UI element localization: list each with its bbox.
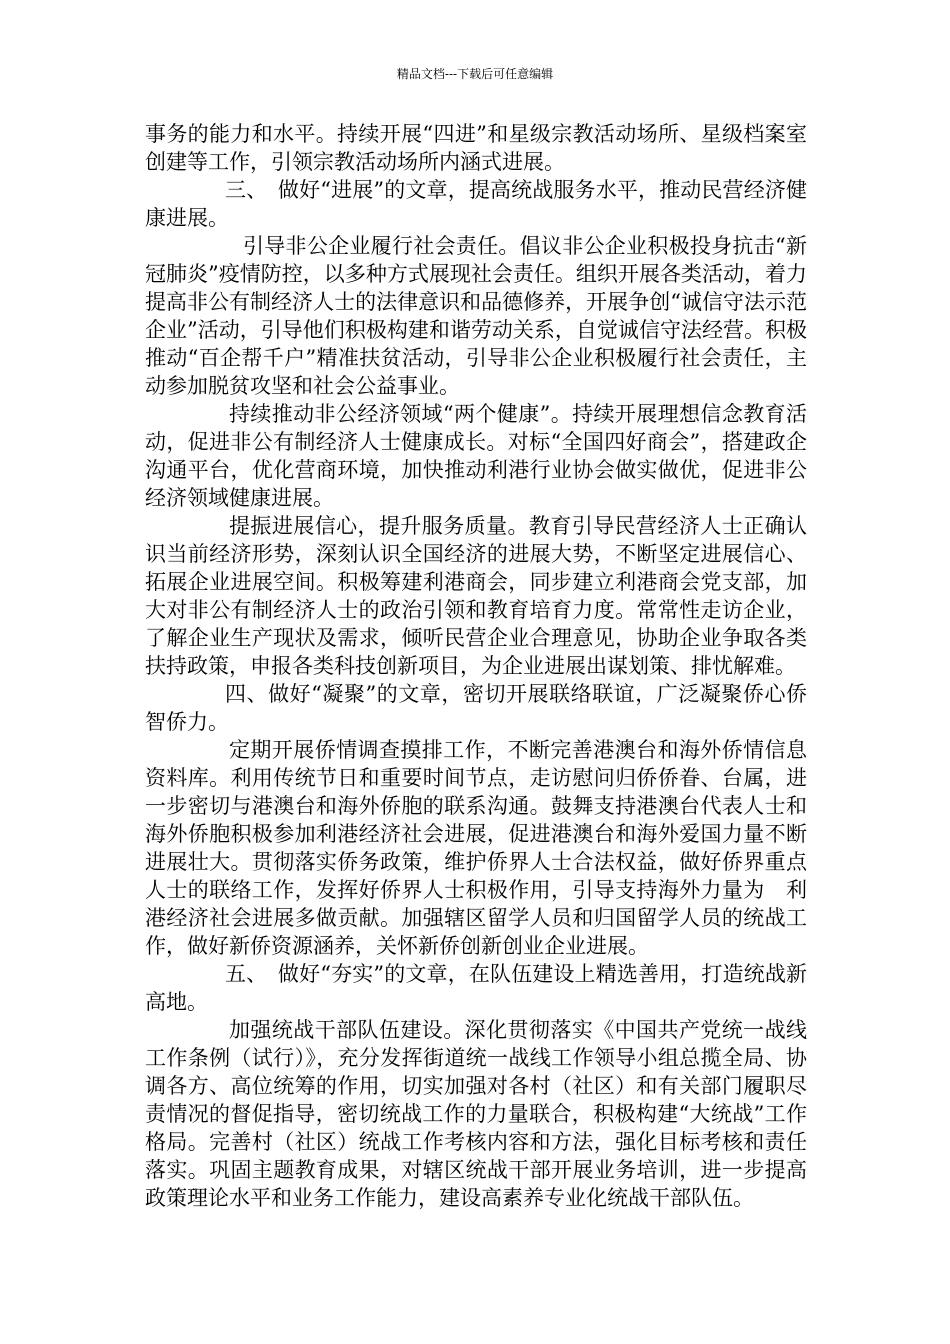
paragraph-continuation: 事务的能力和水平。持续开展“四进”和星级宗教活动场所、星级档案室创建等工作，引领宗教活动场所内涵式进展。 — [145, 122, 807, 174]
page-header: 精品文档---下载后可任意编辑 — [396, 67, 554, 81]
paragraph-cadre-team: 加强统战干部队伍建设。深化贯彻落实《中国共产党统一战线工作条例（试行）》，充分发挥街道统一战线工作领导小组总揽全局、协调各方、高位统筹的作用，切实加强对各村（社区）和有关部门履职尽责情况的督促指导，密切统战工作的力量联合，积极构建“大统战”工作格局。完善村（社区）统战工作考核内容和方法，强化目标考核和责任落实。巩固主题教育成果，对辖区统战干部开展业务培训，进一步提高政策理论水平和业务工作能力，建设高素养专业化统战干部队伍。 — [145, 1018, 807, 1210]
section-heading-5: 五、 做好“夯实”的文章，在队伍建设上精选善用，打造统战新高地。 — [145, 962, 807, 1014]
section-heading-3: 三、 做好“进展”的文章，提高统战服务水平，推动民营经济健康进展。 — [145, 178, 807, 230]
paragraph-social-responsibility: 引导非公企业履行社会责任。倡议非公企业积极投身抗击“新冠肺炎”疫情防控，以多种方式展现社会责任。组织开展各类活动，着力提高非公有制经济人士的法律意识和品德修养，开展争创“诚信守法示范企业”活动，引导他们积极构建和谐劳动关系，自觉诚信守法经营。积极推动“百企帮千户”精准扶贫活动，引导非公企业积极履行社会责任，主动参加脱贫攻坚和社会公益事业。 — [145, 234, 807, 398]
document-body — [145, 120, 807, 1212]
section-heading-4: 四、做好“凝聚”的文章，密切开展联络联谊，广泛凝聚侨心侨智侨力。 — [145, 682, 807, 734]
paragraph-confidence: 提振进展信心，提升服务质量。教育引导民营经济人士正确认识当前经济形势，深刻认识全国经济的进展大势，不断坚定进展信心、拓展企业进展空间。积极筹建利港商会，同步建立利港商会党支部，加大对非公有制经济人士的政治引领和教育培育力度。常常性走访企业，了解企业生产现状及需求，倾听民营企业合理意见，协助企业争取各类扶持政策，申报各类科技创新项目，为企业进展出谋划策、排忧解难。 — [145, 514, 807, 678]
paragraph-two-healthy: 持续推动非公经济领域“两个健康”。持续开展理想信念教育活动，促进非公有制经济人士健康成长。对标“全国四好商会”，搭建政企沟通平台，优化营商环境，加快推动利港行业协会做实做优，促进非公经济领域健康进展。 — [145, 402, 807, 510]
paragraph-overseas-chinese: 定期开展侨情调查摸排工作，不断完善港澳台和海外侨情信息资料库。利用传统节日和重要时间节点，走访慰问归侨侨眷、台属，进一步密切与港澳台和海外侨胞的联系沟通。鼓舞支持港澳台代表人士和海外侨胞积极参加利港经济社会进展，促进港澳台和海外爱国力量不断进展壮大。贯彻落实侨务政策，维护侨界人士合法权益，做好侨界重点人士的联络工作，发挥好侨界人士积极作用，引导支持海外力量为 利港经济社会进展多做贡献。加强辖区留学人员和归国留学人员的统战工作，做好新侨资源涵养，关怀新侨创新创业企业进展。 — [145, 738, 807, 958]
